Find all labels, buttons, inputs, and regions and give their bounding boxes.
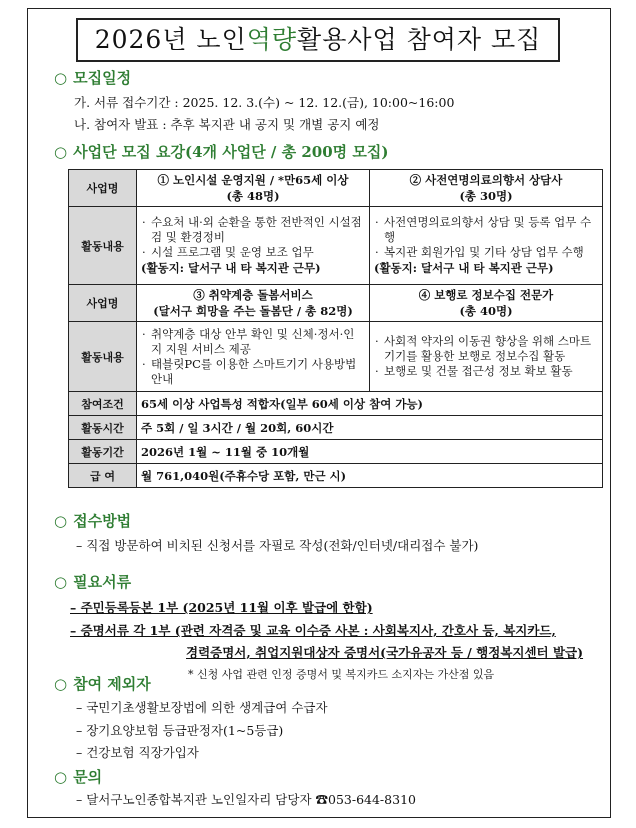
condition-value: 65세 이상 사업특성 적합자(일부 60세 이상 참여 가능) [137, 392, 603, 416]
label-project: 사업명 [69, 285, 137, 322]
circle-bullet-icon: ○ [54, 573, 68, 591]
activity-place: (활동지: 달서구 내 타 복지관 근무) [374, 261, 554, 275]
title-suffix: 활용사업 참여자 모집 [297, 25, 542, 54]
schedule-item: 가. 서류 접수기간 : 2025. 12. 3.(수) ~ 12. 12.(금), 10:00~16:00 [74, 95, 455, 110]
docs-item: – 주민등록등본 1부 (2025년 11월 이후 발급에 한함) [70, 600, 373, 615]
project-title: ① 노인시설 운영지원 / *만65세 이상 (총 48명) [137, 170, 370, 207]
table-row [69, 464, 603, 488]
circle-bullet-icon: ○ [54, 768, 68, 786]
docs-note: * 신청 사업 관련 인정 증명서 및 복지카드 소지자는 가산점 있음 [188, 668, 495, 681]
page-title [76, 18, 560, 62]
circle-bullet-icon: ○ [54, 675, 68, 693]
project-activities: · 사전연명의료의향서 상담 및 등록 업무 수행 · 복지관 회원가입 및 기타 상담 업무 수행 (활동지: 달서구 내 타 복지관 근무) [370, 207, 603, 285]
project-title: ③ 취약계층 돌봄서비스 (달서구 희망을 주는 돌봄단 / 총 82명) [137, 285, 370, 322]
recruit-table [68, 169, 603, 488]
project-activities: · 취약계층 대상 안부 확인 및 신체·정서·인지 지원 서비스 제공 · 태블릿PC를 이용한 스마트기기 사용방법 안내 [137, 322, 370, 392]
exclude-item: – 국민기초생활보장법에 의한 생계급여 수급자 [76, 700, 328, 715]
label-hours: 활동시간 [69, 416, 137, 440]
contact-info: – 달서구노인종합복지관 노인일자리 담당자 ☎053-644-8310 [76, 792, 416, 807]
circle-bullet-icon: ○ [54, 512, 68, 530]
project-activities: · 사회적 약자의 이동권 향상을 위해 스마트 기기를 활용한 보행로 정보수집 활동 · 보행로 및 건물 접근성 정보 확보 활동 [370, 322, 603, 392]
section-exclude-heading: ○ 참여 제외자 [54, 675, 151, 693]
table-row [69, 322, 603, 392]
section-schedule-heading: ○ 모집일정 [54, 69, 132, 87]
circle-bullet-icon: ○ [54, 143, 68, 161]
table-row [69, 207, 603, 285]
period-value: 2026년 1월 ~ 11월 중 10개월 [137, 440, 603, 464]
docs-item-continued: 경력증명서, 취업지원대상자 증명서(국가유공자 등 / 행정복지센터 발급) [186, 645, 584, 660]
label-condition: 참여조건 [69, 392, 137, 416]
table-row [69, 170, 603, 207]
section-contact-heading: ○ 문의 [54, 768, 103, 786]
table-row [69, 440, 603, 464]
schedule-item: 나. 참여자 발표 : 추후 복지관 내 공지 및 개별 공지 예정 [74, 117, 380, 132]
project-activities: · 수요처 내·외 순환을 통한 전반적인 시설점검 및 환경정비 · 시설 프로그램 및 운영 보조 업무 (활동지: 달서구 내 타 복지관 근무) [137, 207, 370, 285]
table-row [69, 392, 603, 416]
salary-value: 월 761,040원(주휴수당 포함, 만근 시) [137, 464, 603, 488]
project-title: ④ 보행로 정보수집 전문가 (총 40명) [370, 285, 603, 322]
section-recruit-heading: ○ 사업단 모집 요강(4개 사업단 / 총 200명 모집) [54, 143, 389, 161]
exclude-item: – 건강보험 직장가입자 [76, 745, 199, 760]
section-apply-heading: ○ 접수방법 [54, 512, 132, 530]
section-docs-heading: ○ 필요서류 [54, 573, 132, 591]
activity-place: (활동지: 달서구 내 타 복지관 근무) [141, 261, 321, 275]
label-project: 사업명 [69, 170, 137, 207]
table-row [69, 416, 603, 440]
title-prefix: 2026년 노인 [94, 25, 247, 54]
table-row [69, 285, 603, 322]
project-title: ② 사전연명의료의향서 상담사 (총 30명) [370, 170, 603, 207]
label-activity: 활동내용 [69, 207, 137, 285]
exclude-item: – 장기요양보험 등급판정자(1~5등급) [76, 723, 284, 738]
hours-value: 주 5회 / 일 3시간 / 월 20회, 60시간 [137, 416, 603, 440]
circle-bullet-icon: ○ [54, 69, 68, 87]
docs-item: – 증명서류 각 1부 (관련 자격증 및 교육 이수증 사본 : 사회복지사, 간호사 등, 복지카드, [70, 623, 556, 638]
apply-item: – 직접 방문하여 비치된 신청서를 자필로 작성(전화/인터넷/대리접수 불가) [76, 538, 479, 553]
label-activity: 활동내용 [69, 322, 137, 392]
label-salary: 급 여 [69, 464, 137, 488]
title-highlight: 역량 [246, 25, 298, 54]
label-period: 활동기간 [69, 440, 137, 464]
